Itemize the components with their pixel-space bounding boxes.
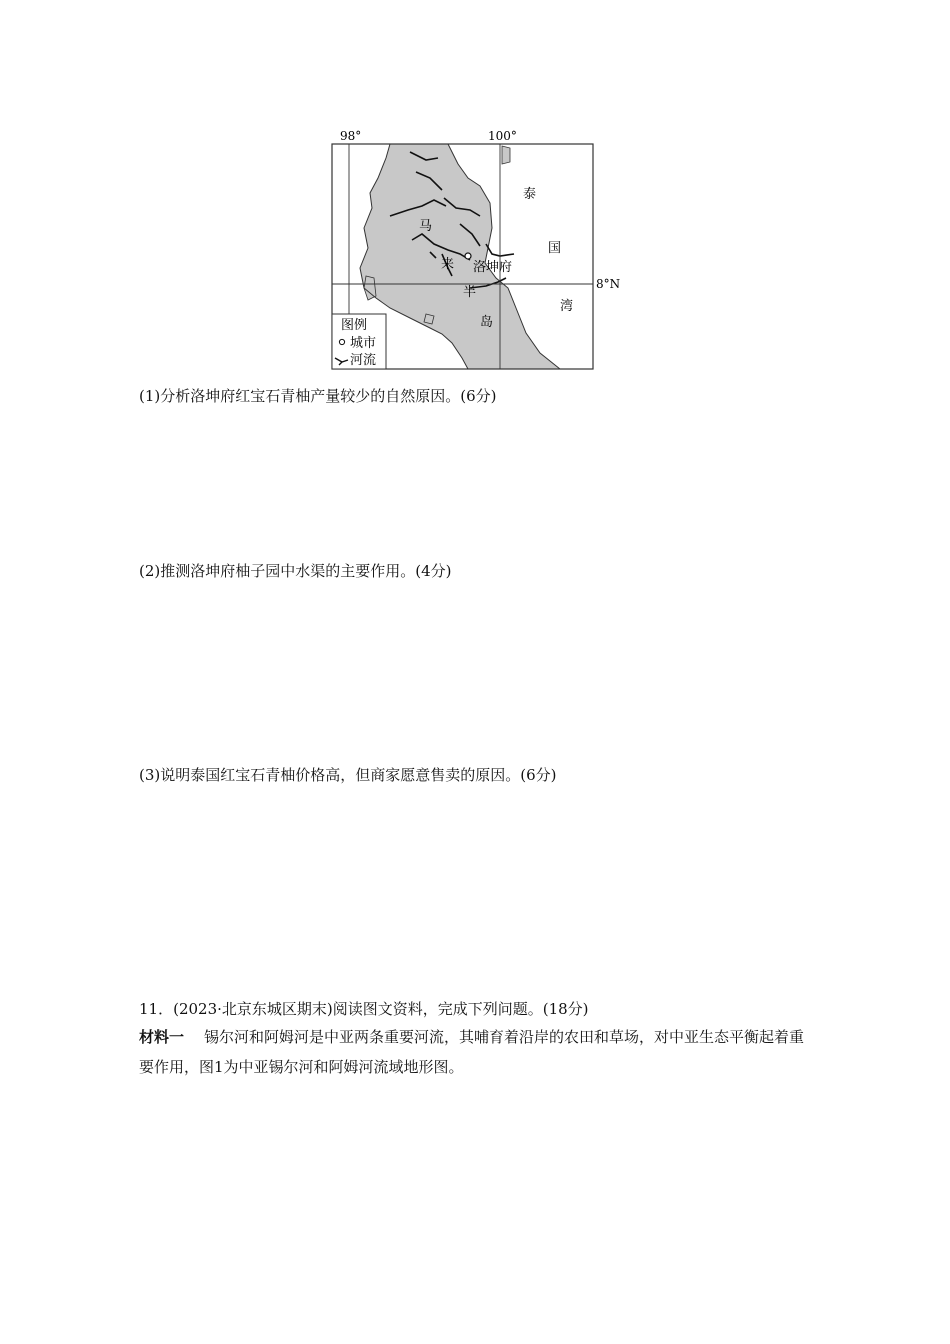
material-one (139, 1022, 814, 1082)
map-island-small (424, 314, 434, 324)
label-lai: 来 (441, 257, 455, 272)
lon-label-98: 98° (340, 129, 362, 143)
legend-city-label: 城市 (350, 336, 377, 351)
label-tai: 泰 (523, 187, 537, 202)
question-1: (1)分析洛坤府红宝石青柚产量较少的自然原因。(6分) (139, 387, 497, 405)
material-lead: 材料一 (139, 1028, 185, 1046)
label-wan: 湾 (560, 299, 574, 314)
label-ma: 马 (419, 219, 433, 234)
map-island-samui (502, 146, 510, 164)
question-2: (2)推测洛坤府柚子园中水渠的主要作用。(4分) (139, 562, 452, 580)
label-city: 洛坤府 (473, 260, 513, 275)
question-11-title: 11．(2023·北京东城区期末)阅读图文资料，完成下列问题。(18分) (139, 1000, 589, 1018)
city-marker (465, 253, 471, 259)
legend-city-icon (339, 339, 344, 344)
map-legend (332, 314, 386, 369)
legend-river-label: 河流 (350, 353, 377, 368)
label-guo: 国 (548, 241, 562, 256)
legend-title: 图例 (341, 318, 368, 333)
malay-peninsula-map (330, 128, 630, 373)
material-text: 锡尔河和阿姆河是中亚两条重要河流，其哺育着沿岸的农田和草场，对中亚生态平衡起着重要作用，图1为中亚锡尔河和阿姆河流域地形图。 (139, 1028, 805, 1076)
lat-label-8n: 8°N (596, 277, 621, 291)
question-3: (3)说明泰国红宝石青柚价格高，但商家愿意售卖的原因。(6分) (139, 766, 557, 784)
lon-label-100: 100° (488, 129, 517, 143)
label-ban: 半 (463, 285, 477, 300)
label-dao: 岛 (480, 315, 494, 330)
